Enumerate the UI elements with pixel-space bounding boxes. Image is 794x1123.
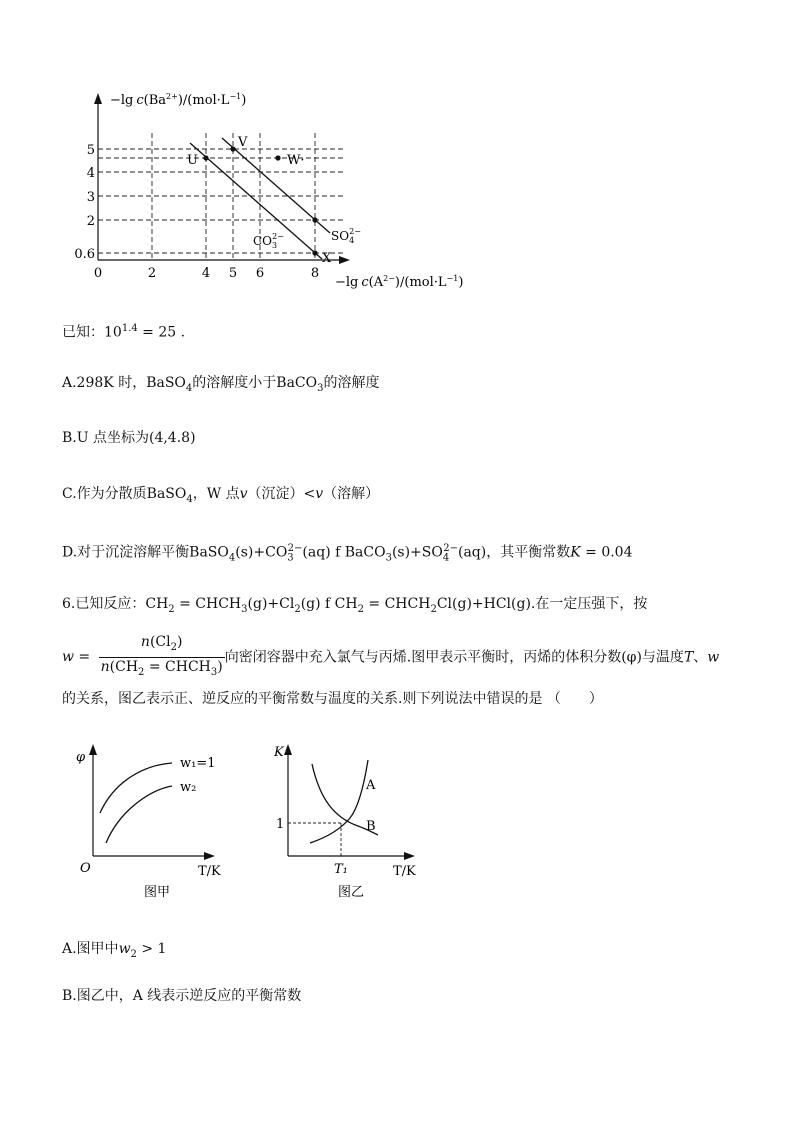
y-tick-0.6: 0.6 [74, 247, 95, 262]
yi-a-label: A [366, 778, 376, 793]
y-tick-3: 3 [86, 190, 95, 205]
x-tick-0: 0 [93, 266, 103, 281]
yi-b-label: B [366, 819, 376, 834]
ksp-chart [0, 0, 794, 300]
q6-line1: 6.已知反应：$CH_2$ = $CHCH_3(g)+Cl_2(g)$ f $CH_2$ = $CHCH_2Cl(g)+HCl(g)$.在一定压强下，按 [62, 596, 648, 615]
jia-w1-label: w₁=1 [180, 756, 216, 771]
x-tick-5: 5 [228, 266, 238, 281]
point-so4-2-dot [312, 217, 317, 222]
jia-x-label: T/K [198, 864, 221, 879]
y-tick-4: 4 [86, 166, 95, 181]
point-u-dot [203, 155, 208, 160]
x-axis-title: −lg $c(A^{2-})/(mol\cdot L^{-1})$ [335, 274, 464, 290]
x-tick-6: 6 [255, 266, 265, 281]
point-v-dot [230, 146, 235, 151]
point-w-dot [275, 155, 280, 160]
point-w-label: W· [287, 153, 305, 168]
yi-caption: 图乙 [338, 885, 365, 900]
jia-x-arrow [204, 852, 215, 860]
q5-option-a: A.298K 时，BaSO$_4$的溶解度小于BaCO$_3$的溶解度 [62, 375, 380, 394]
x-axis-arrow [339, 256, 350, 264]
jia-y-label: φ [76, 750, 86, 765]
so4-label: $SO_42-$ [331, 227, 361, 245]
q5-option-d: D.对于沉淀溶解平衡$BaSO_4(s)+CO_3^{2-}(aq)$ f $BaCO_3(s)+SO_4^{2-}(aq)$，其平衡常数K = 0.04 [62, 543, 633, 564]
y-axis-title: −lg $c(Ba^{2+})/(mol\cdot L^{-1})$ [110, 92, 247, 108]
q6-option-a: A.图甲中$w_2 > 1$ [62, 941, 167, 960]
co3-label: $CO_32-$ [253, 232, 284, 250]
x-tick-4: 4 [201, 266, 211, 281]
point-u-label: U [187, 153, 198, 168]
q5-option-c: C.作为分散质BaSO$_4$，W 点v（沉淀）<v（溶解） [62, 486, 380, 505]
figure-yi [260, 730, 440, 910]
yi-x-arrow [404, 852, 415, 860]
point-v-label: V [238, 135, 248, 150]
yi-curve-b [310, 760, 368, 843]
yi-x-label: T/K [393, 864, 416, 879]
jia-w2-label: w₂ [180, 780, 197, 795]
q6-line2: w = $\frac{n(Cl_2)}{n(CH_2 = CHCH_3)}$ 向密闭容器中充入氯气与丙烯.图甲表示平衡时，丙烯的体积分数(φ)与温度T、w [62, 633, 719, 682]
x-tick-8: 8 [310, 266, 320, 281]
known-line: 已知：$10^{1.4} = 25$ . [62, 323, 186, 341]
yi-y-label: K [274, 745, 284, 760]
jia-curve-w2 [106, 786, 172, 843]
jia-caption: 图甲 [144, 885, 171, 900]
y-axis-arrow [94, 93, 102, 104]
x-tick-2: 2 [147, 266, 157, 281]
point-x-label: X [322, 251, 332, 266]
yi-y-arrow [284, 744, 292, 755]
w-fraction: $\frac{n(Cl_2)}{n(CH_2 = CHCH_3)}$ [100, 634, 223, 678]
yi-one-label: 1 [276, 817, 285, 832]
point-x-dot [312, 250, 317, 255]
q6-line3: 的关系，图乙表示正、逆反应的平衡常数与温度的关系.则下列说法中错误的是 （ ） [62, 691, 603, 707]
yi-t1-label: T₁ [334, 862, 348, 877]
jia-curve-w1 [100, 763, 172, 813]
q6-option-b: B.图乙中，A 线表示逆反应的平衡常数 [62, 988, 302, 1004]
jia-origin: O [80, 861, 91, 876]
q5-option-b: B.U 点坐标为(4,4.8) [62, 430, 196, 446]
y-tick-2: 2 [86, 214, 95, 229]
y-tick-5: 5 [86, 143, 95, 158]
jia-y-arrow [89, 744, 97, 755]
figure-jia [60, 730, 230, 910]
